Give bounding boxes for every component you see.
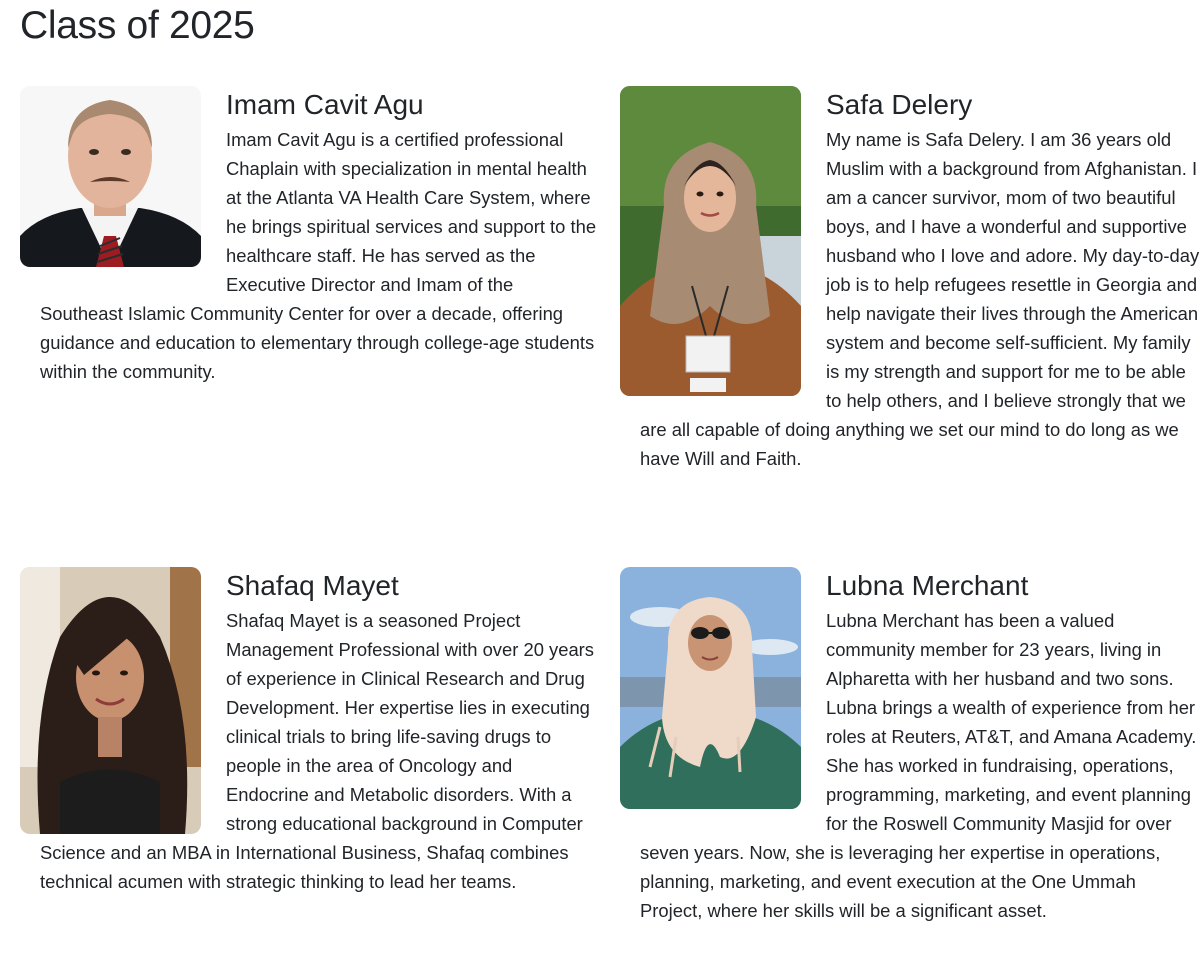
page-title: Class of 2025 [20,4,255,47]
member-name: Lubna Merchant [826,570,1029,601]
member-bio: Imam Cavit Agu is a certified professional Chaplain with specialization in mental health at the Atlanta VA Health Care System, where he brings spiritual services and support to the healthcare staff. He has served as the Executive Director and Imam of the Southeast Islamic Community Center for over a decade, offering guidance and education to elementary through college-age students within the community. [40,129,597,382]
member-bio: Lubna Merchant has been a valued community member for 23 years, living in Alpharetta with her husband and two sons. Lubna brings a wealth of experience from her roles at Reuters, AT&T, and Amana Academy. She has worked in fundraising, operations, programming, marketing, and event planning for the Roswell Community Masjid for over seven years. Now, she is leveraging her expertise in operations, planning, marketing, and event execution at the One Ummah Project, where her skills will be a significant asset. [640,610,1197,921]
member-card [640,86,1200,473]
member-photo [20,567,201,834]
member-name: Imam Cavit Agu [226,89,424,120]
member-bio: My name is Safa Delery. I am 36 years old Muslim with a background from Afghanistan. I am a cancer survivor, mom of two beautiful boys, and I have a wonderful and supportive husband who I love and adore. My day-to-day job is to help refugees resettle in Georgia and help navigate their lives through the American system and become self-sufficient. My family is my strength and support for me to be able to help others, and I believe strongly that we are all capable of doing anything we set our mind to do long as we have Will and Faith. [640,129,1200,469]
member-bio: Shafaq Mayet is a seasoned Project Management Professional with over 20 years of experience in Clinical Research and Drug Development. Her expertise lies in executing clinical trials to bring life-saving drugs to people in the area of Oncology and Endocrine and Metabolic disorders. With a strong educational background in Computer Science and an MBA in International Business, Shafaq combines technical acumen with strategic thinking to lead her teams. [40,610,595,892]
member-card [40,567,600,896]
member-photo [620,86,801,396]
member-name: Safa Delery [826,89,973,120]
member-name: Shafaq Mayet [226,570,399,601]
member-card [640,567,1200,925]
member-photo [20,86,201,267]
member-card [40,86,600,386]
member-photo [620,567,801,809]
